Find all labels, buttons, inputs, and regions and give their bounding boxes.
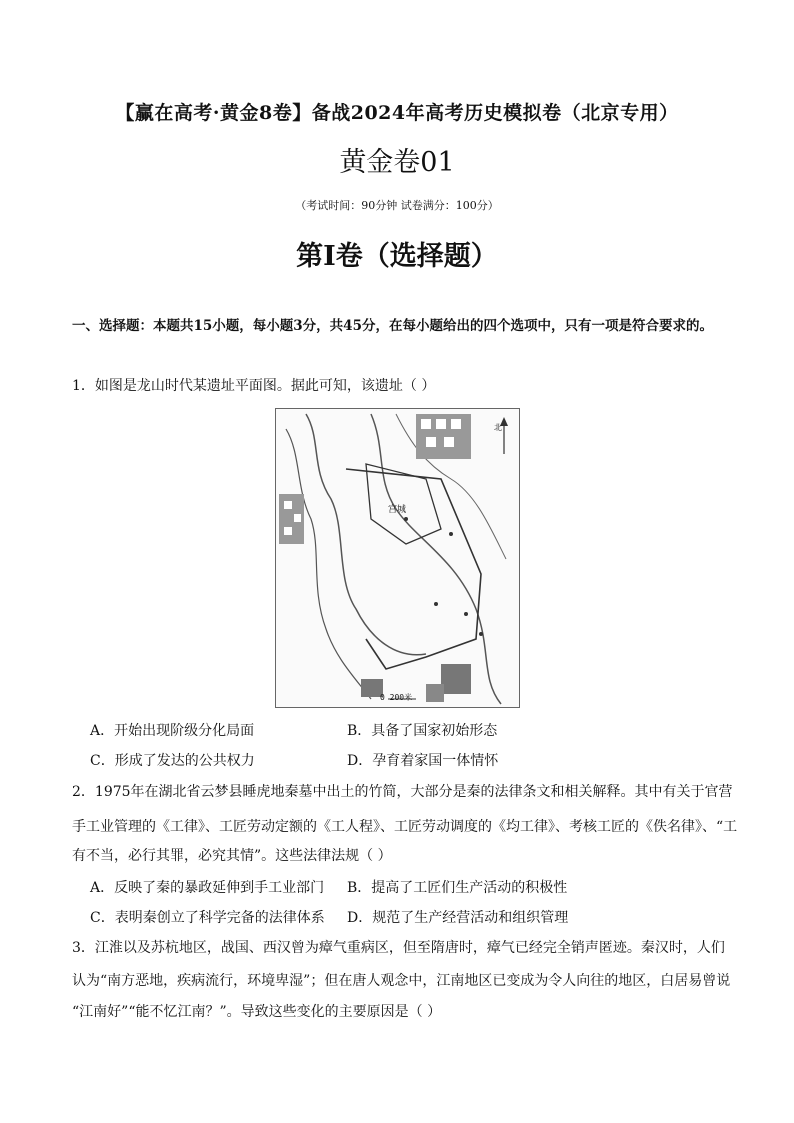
exam-info: （考试时间：90分钟 试卷满分：100分）	[295, 199, 499, 212]
q1-option-b: B．具备了国家初始形态	[347, 723, 498, 739]
q2-option-c: C．表明秦创立了科学完备的法律体系	[90, 910, 325, 926]
question-2-line-3: 有不当，必行其罪，必究其情”。这些法律法规（ ）	[72, 848, 392, 864]
north-label: 北	[494, 423, 502, 432]
question-3-line-3: “江南好”“能不忆江南？”。导致这些变化的主要原因是（ ）	[72, 1004, 442, 1020]
instructions: 一、选择题：本题共15小题，每小题3分，共45分，在每小题给出的四个选项中，只有一项是符合要求的。	[72, 318, 713, 334]
question-2-line-2: 手工业管理的《工律》、工匠劳动定额的《工人程》、工匠劳动调度的《均工律》、考核工匠的《佚名律》、“工	[72, 819, 738, 835]
question-3-line-1: 3．江淮以及苏杭地区，战国、西汉曾为瘴气重病区，但至隋唐时，瘴气已经完全销声匿迹。秦汉时，人们	[72, 940, 725, 956]
palace-label: 宫城	[388, 505, 407, 515]
section-title: 第I卷（选择题）	[296, 241, 498, 272]
site-map-figure	[275, 408, 520, 708]
paper-title: 黄金卷01	[339, 147, 455, 178]
question-3-line-2: 认为“南方恶地，疾病流行，环境卑湿”；但在唐人观念中，江南地区已变成为令人向往的地区，白居易曾说	[72, 973, 731, 989]
q1-option-a: A．开始出现阶级分化局面	[90, 723, 255, 739]
q1-option-d: D．孕育着家国一体情怀	[347, 753, 499, 769]
question-2-line-1: 2．1975年在湖北省云梦县睡虎地秦墓中出土的竹简，大部分是秦的法律条文和相关解释。其中有关于官营	[72, 784, 733, 800]
q2-option-d: D．规范了生产经营活动和组织管理	[347, 910, 569, 926]
site-map	[276, 409, 519, 707]
q1-option-c: C．形成了发达的公共权力	[90, 753, 255, 769]
question-1-stem: 1．如图是龙山时代某遗址平面图。据此可知，该遗址（ ）	[72, 378, 436, 394]
scale-label: 0 200米	[380, 693, 413, 702]
document-header: 【赢在高考·黄金8卷】备战2024年高考历史模拟卷（北京专用）	[115, 102, 679, 124]
q2-option-a: A．反映了秦的暴政延伸到手工业部门	[90, 880, 325, 896]
q2-option-b: B．提高了工匠们生产活动的积极性	[347, 880, 568, 896]
